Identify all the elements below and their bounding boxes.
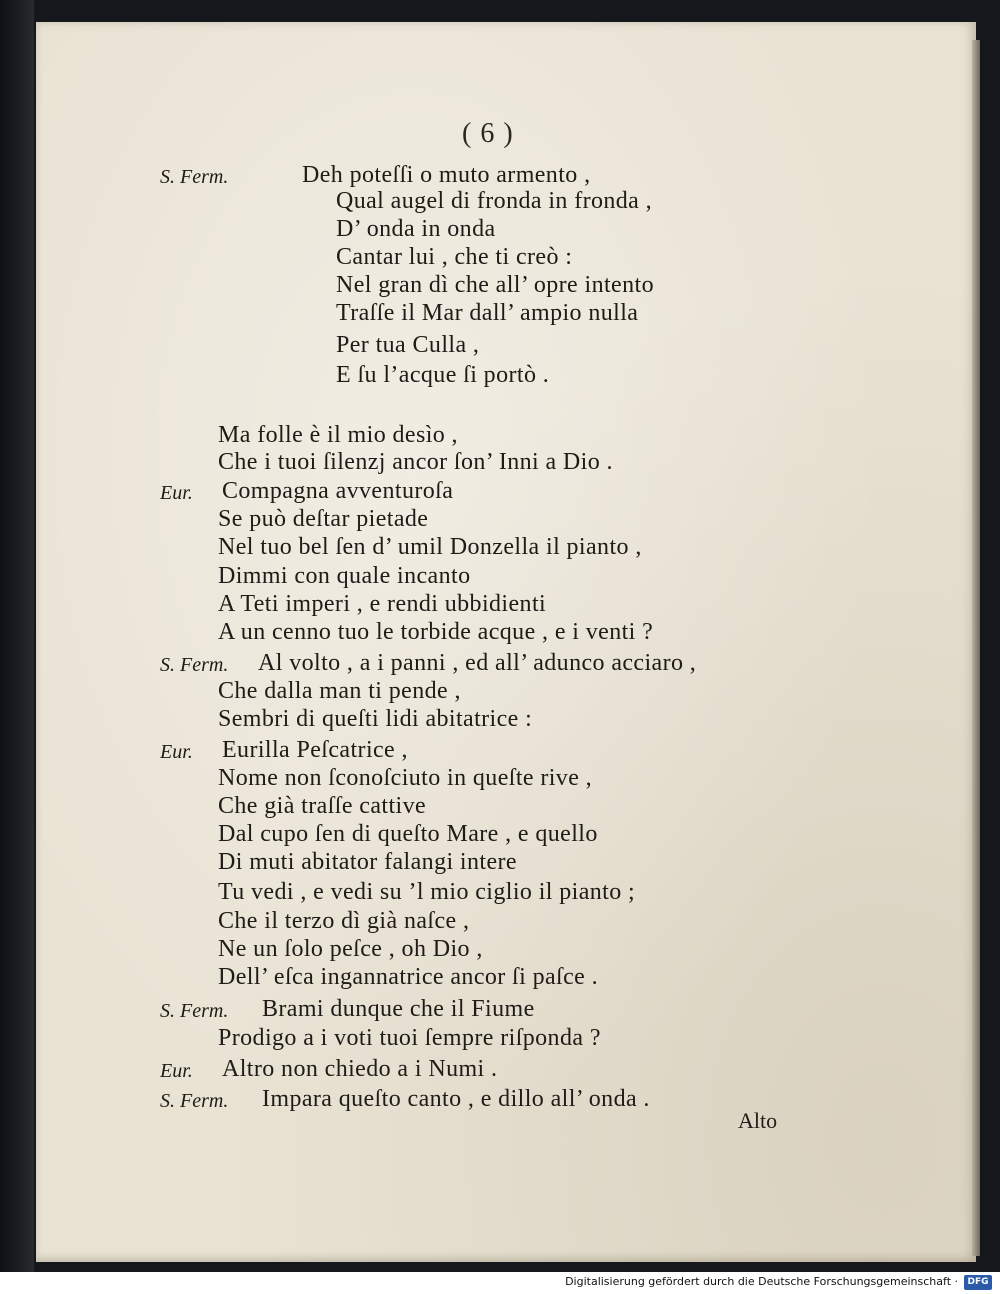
recitative-line: Che dalla man ti pende , [218,678,461,704]
speaker-label: S. Ferm. [160,654,229,676]
recitative-line: Ma folle è il mio desìo , [218,422,458,448]
verse-line: E ſu l’acque ſi portò . [336,362,550,388]
recitative-line: Dal cupo ſen di queſto Mare , e quello [218,821,598,847]
verse-line: Nel gran dì che all’ opre intento [336,272,654,298]
recitative-line: Prodigo a i voti tuoi ſempre riſponda ? [218,1025,601,1051]
recitative-line: Ne un ſolo peſce , oh Dio , [218,936,483,962]
verse-line: Deh poteſſi o muto armento , [302,162,591,188]
speaker-label: S. Ferm. [160,1090,229,1112]
footer-credit: Digitalisierung gefördert durch die Deutsche Forschungsgemeinschaft · [565,1275,958,1288]
recitative-line: A un cenno tuo le torbide acque , e i venti ? [218,619,654,645]
recitative-line: Di muti abitator falangi intere [218,849,517,875]
footer-bar [0,1272,1000,1294]
recitative-line: Dell’ eſca ingannatrice ancor ſi paſce . [218,964,599,990]
dfg-logo-icon: DFG [964,1275,992,1290]
recitative-line: Sembri di queſti lidi abitatrice : [218,706,533,732]
page-right-edge [972,40,980,1256]
speaker-label: Eur. [160,1060,193,1082]
verse-line: Per tua Culla , [336,332,480,358]
speaker-label: S. Ferm. [160,1000,229,1022]
recitative-line: Nel tuo bel ſen d’ umil Donzella il pianto , [218,534,642,560]
verse-line: Traſſe il Mar dall’ ampio nulla [336,300,639,326]
scan-left-strip [0,0,34,1272]
recitative-line: Al volto , a i panni , ed all’ adunco acciaro , [258,650,697,676]
recitative-line: Che il terzo dì già naſce , [218,908,470,934]
recitative-line: Eurilla Peſcatrice , [222,737,408,763]
recitative-line: Compagna avventuroſa [222,478,454,504]
verse-line: Qual augel di fronda in fronda , [336,188,653,214]
catchword: Alto [738,1108,778,1133]
page-number: ( 6 ) [462,118,514,149]
recitative-line: Tu vedi , e vedi su ’l mio ciglio il pianto ; [218,879,636,905]
recitative-line: Se può deſtar pietade [218,506,429,532]
recitative-line: Nome non ſconoſciuto in queſte rive , [218,765,593,791]
recitative-line: A Teti imperi , e rendi ubbidienti [218,591,547,617]
recitative-line: Impara queſto canto , e dillo all’ onda . [262,1086,650,1112]
speaker-label: Eur. [160,482,193,504]
verse-line: D’ onda in onda [336,216,496,242]
speaker-label: S. Ferm. [160,166,229,188]
recitative-line: Dimmi con quale incanto [218,563,471,589]
recitative-line: Brami dunque che il Fiume [262,996,535,1022]
recitative-line: Che già traſſe cattive [218,793,427,819]
recitative-line: Altro non chiedo a i Numi . [222,1056,498,1082]
speaker-label: Eur. [160,741,193,763]
recitative-line: Che i tuoi ſilenzj ancor ſon’ Inni a Dio . [218,449,613,475]
verse-line: Cantar lui , che ti creò : [336,244,573,270]
